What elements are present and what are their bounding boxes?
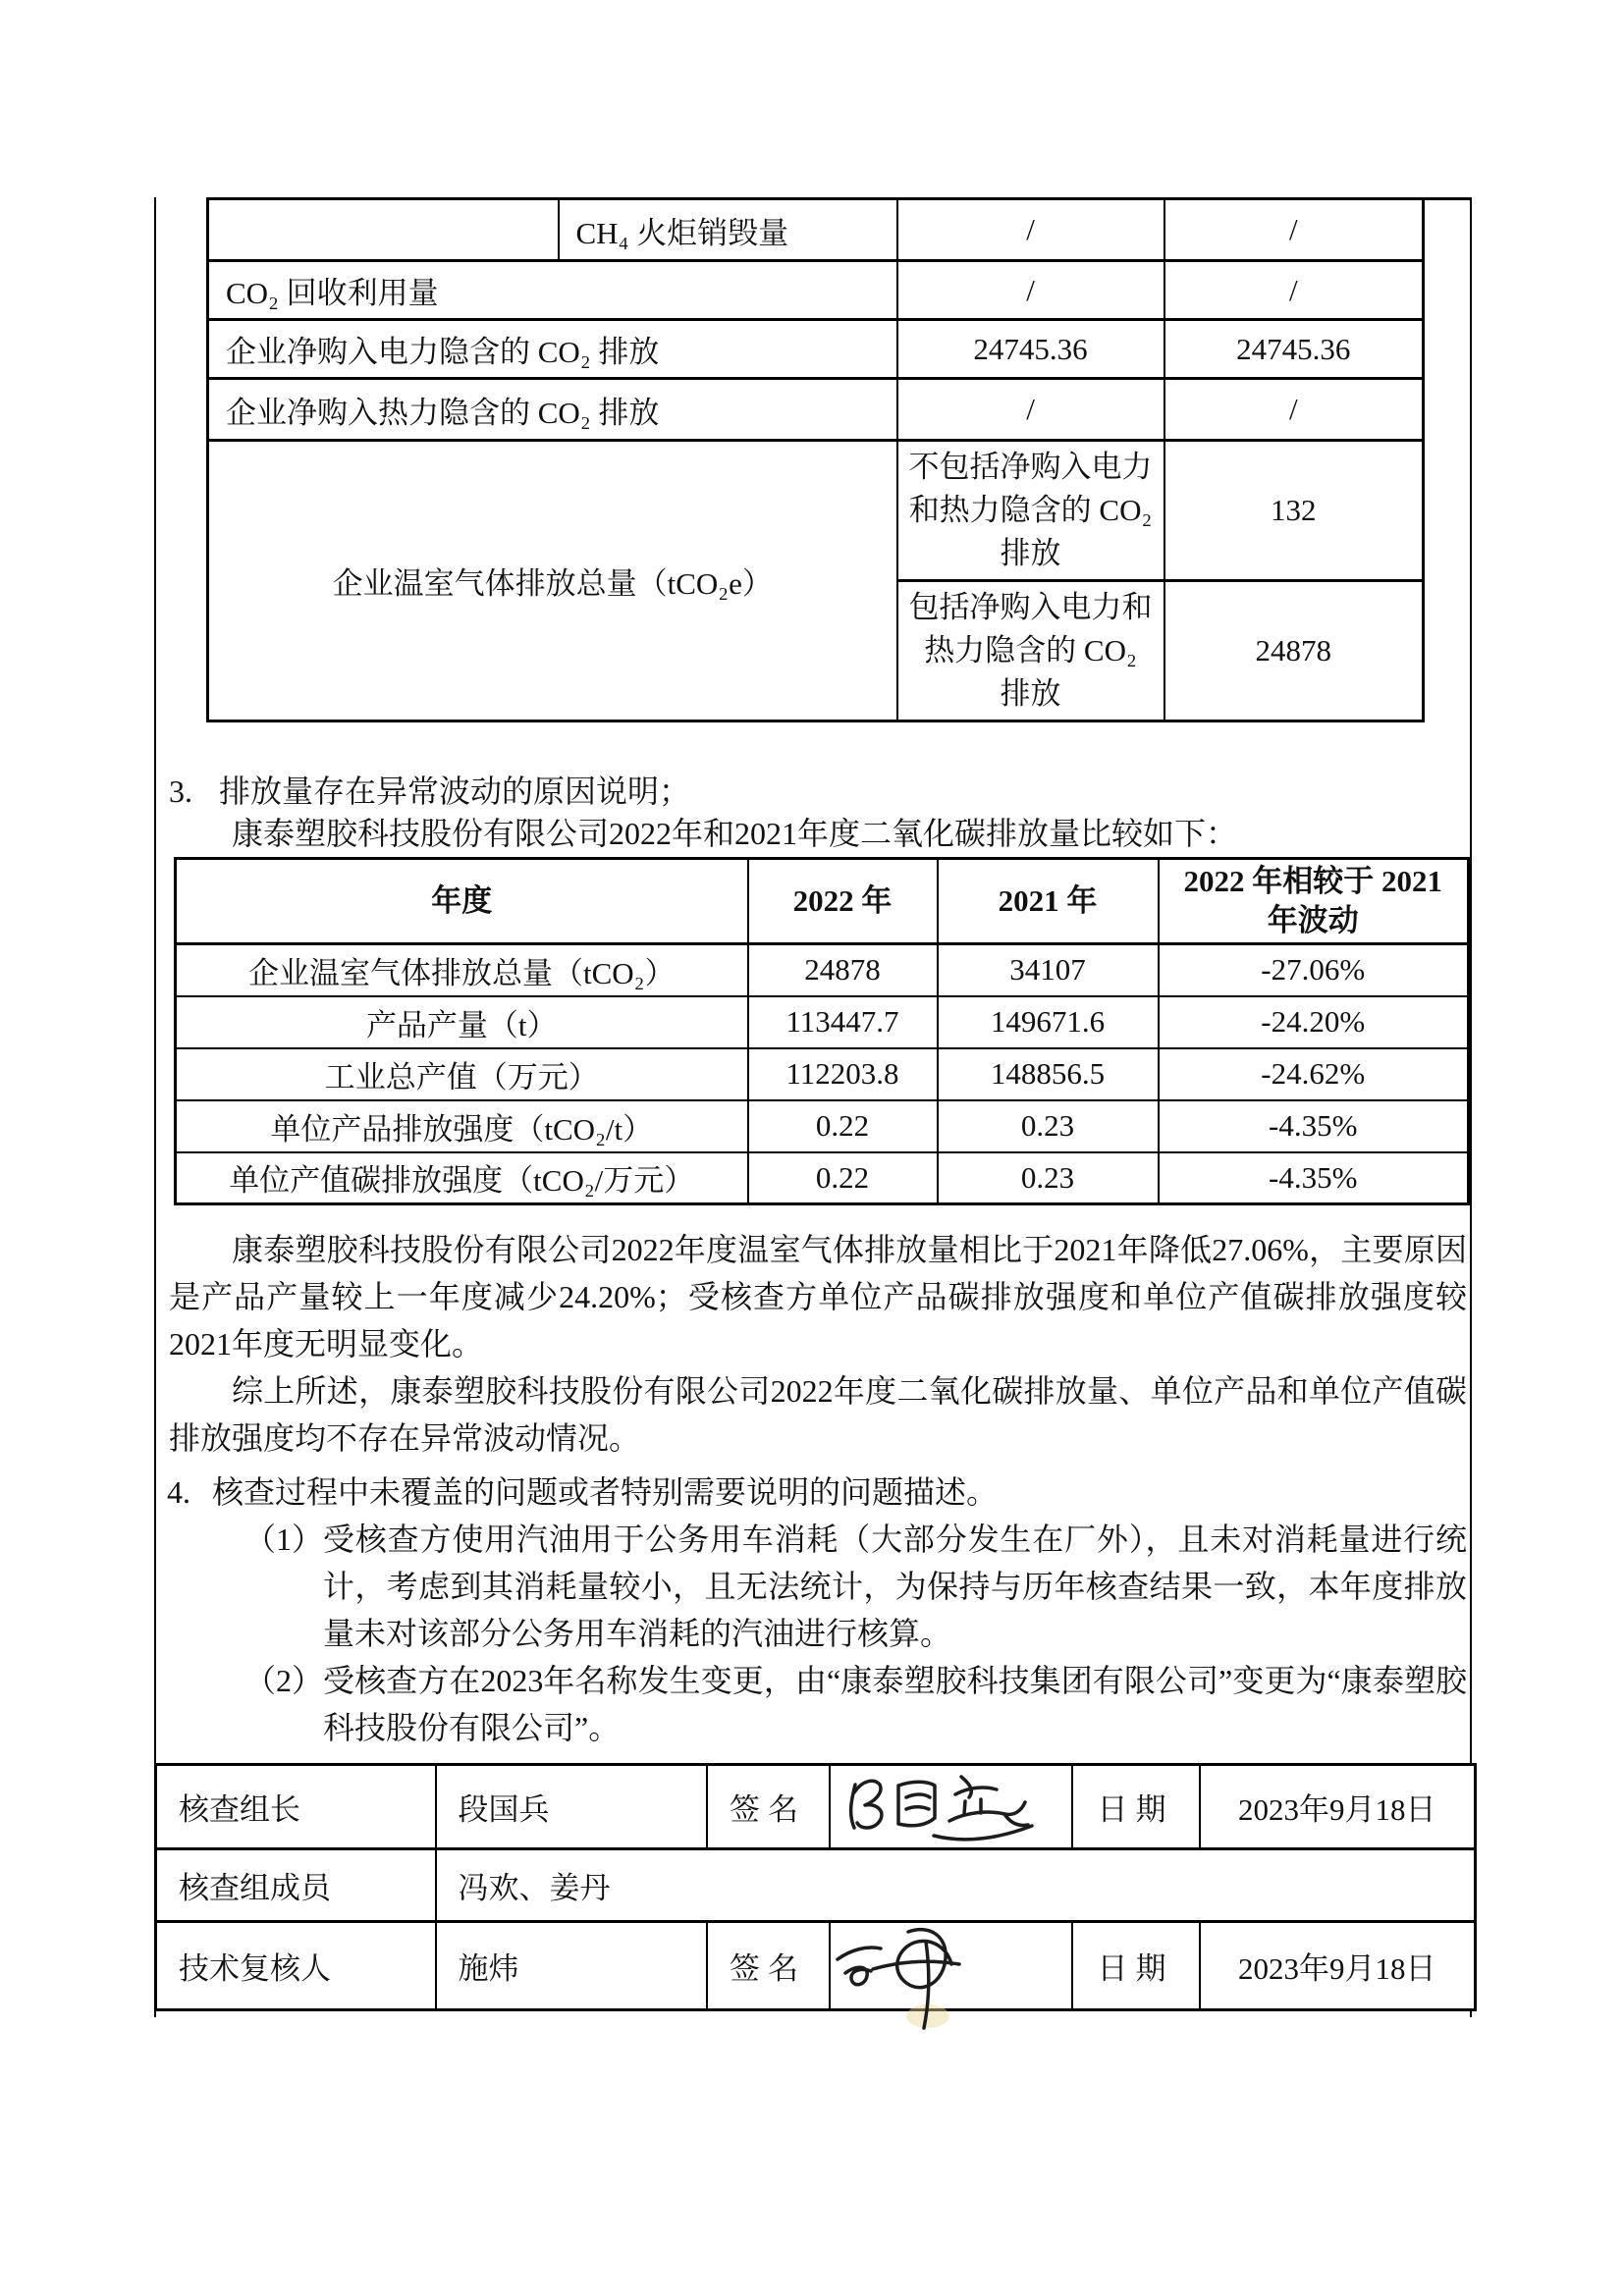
total-emissions-label: 企业温室气体排放总量（tCO₂e） (208, 441, 897, 721)
metric-2022: 113447.7 (748, 996, 938, 1048)
item-2-text: 受核查方在2023年名称发生变更，由“康泰塑胶科技集团有限公司”变更为“康泰塑胶科技股份有限公司”。 (323, 1663, 1467, 1745)
section-4-item-2 (244, 1657, 1467, 1751)
total-excluding-label: 不包括净购入电力和热力隐含的 CO₂ 排放 (897, 441, 1164, 581)
metric-change: -24.62% (1159, 1048, 1469, 1100)
metric-change: -4.35% (1159, 1152, 1469, 1204)
reviewer-date-label: 日期 (1072, 1922, 1200, 2010)
header-2022: 2022 年 (748, 859, 938, 944)
lead-date-value: 2023年9月18日 (1200, 1765, 1476, 1849)
ch4-flare-value2: / (1164, 199, 1424, 261)
metric-2021: 148856.5 (938, 1048, 1159, 1100)
lead-verifier-name: 段国兵 (436, 1765, 707, 1849)
table-row (208, 320, 1424, 379)
team-members-row (156, 1849, 1476, 1922)
total-including-value: 24878 (1164, 581, 1424, 721)
technical-reviewer-row (156, 1922, 1476, 2010)
table-row (176, 1048, 1469, 1100)
metric-name: 单位产品排放强度（tCO₂/t） (176, 1100, 748, 1152)
item-1-text: 受核查方使用汽油用于公务用车消耗（大部分发生在厂外），且未对消耗量进行统计，考虑到其消耗量较小，且无法统计，为保持与历年核查结果一致，本年度排放量未对该部分公务用车消耗的汽油进行核算。 (323, 1522, 1467, 1651)
purchased-heat-value1: / (897, 379, 1164, 441)
table-row (176, 1152, 1469, 1204)
metric-change: -27.06% (1159, 944, 1469, 996)
table-row (208, 261, 1424, 320)
technical-reviewer-signature (830, 1922, 987, 2032)
purchased-heat-label: 企业净购入热力隐含的 CO₂ 排放 (208, 379, 897, 441)
comparison-header-row (176, 859, 1469, 944)
comparison-table (174, 857, 1470, 1205)
metric-2022: 112203.8 (748, 1048, 938, 1100)
signature-table (154, 1763, 1477, 2011)
co2-recovery-label: CO₂ 回收利用量 (208, 261, 897, 320)
analysis-paragraph-1: 康泰塑胶科技股份有限公司2022年度温室气体排放量相比于2021年降低27.06%，主要原因是产品产量较上一年度减少24.20%；受核查方单位产品碳排放强度和单位产值碳排放强度较2021年度无明显变化。 (169, 1232, 1467, 1362)
analysis-paragraph-2: 综上所述，康泰塑胶科技股份有限公司2022年度二氧化碳排放量、单位产品和单位产值碳排放强度均不存在异常波动情况。 (169, 1373, 1467, 1456)
metric-2022: 0.22 (748, 1100, 938, 1152)
team-members-role: 核查组成员 (156, 1849, 436, 1922)
reviewer-sign-label: 签名 (707, 1922, 830, 2010)
metric-name: 企业温室气体排放总量（tCO₂） (176, 944, 748, 996)
item-2-number: （2） (244, 1663, 324, 1698)
metric-name: 产品产量（t） (176, 996, 748, 1048)
lead-verifier-role: 核查组长 (156, 1765, 436, 1849)
header-2021: 2021 年 (938, 859, 1159, 944)
section-4-title: 核查过程中未覆盖的问题或者特别需要说明的问题描述。 (212, 1474, 999, 1510)
table-row (176, 1100, 1469, 1152)
metric-2021: 0.23 (938, 1152, 1159, 1204)
metric-name: 单位产值碳排放强度（tCO₂/万元） (176, 1152, 748, 1204)
total-excluding-value: 132 (1164, 441, 1424, 581)
item-1-number: （1） (244, 1522, 324, 1557)
continuation-empty-cell (208, 199, 559, 261)
metric-2021: 34107 (938, 944, 1159, 996)
metric-2021: 149671.6 (938, 996, 1159, 1048)
section-3-heading (169, 768, 1467, 815)
co2-recovery-value1: / (897, 261, 1164, 320)
metric-2022: 24878 (748, 944, 938, 996)
metric-2022: 0.22 (748, 1152, 938, 1204)
table-row (176, 944, 1469, 996)
lead-sign-label: 签名 (707, 1765, 830, 1849)
section-3-intro: 康泰塑胶科技股份有限公司2022年和2021年度二氧化碳排放量比较如下： (232, 816, 1238, 851)
ch4-flare-label: CH₄ 火炬销毁量 (559, 199, 897, 261)
section-4-number: 4. (167, 1474, 190, 1510)
total-including-label: 包括净购入电力和热力隐含的 CO₂ 排放 (897, 581, 1164, 721)
purchased-electricity-label: 企业净购入电力隐含的 CO₂ 排放 (208, 320, 897, 379)
metric-name: 工业总产值（万元） (176, 1048, 748, 1100)
team-members-names: 冯欢、姜丹 (436, 1849, 1476, 1922)
section-4-heading (167, 1468, 1467, 1516)
lead-date-label: 日期 (1072, 1765, 1200, 1849)
outer-border-left (154, 197, 156, 2017)
technical-reviewer-role: 技术复核人 (156, 1922, 436, 2010)
section-3-number: 3. (169, 774, 192, 809)
technical-reviewer-name: 施炜 (436, 1922, 707, 2010)
outer-border-right (1470, 197, 1472, 2017)
header-year: 年度 (176, 859, 748, 944)
purchased-electricity-value2: 24745.36 (1164, 320, 1424, 379)
table-row (208, 199, 1424, 261)
section-3-title: 排放量存在异常波动的原因说明； (219, 774, 691, 809)
emissions-table (206, 197, 1425, 722)
header-change: 2022 年相较于 2021 年波动 (1159, 859, 1469, 944)
lead-verifier-signature (839, 1769, 1046, 1853)
purchased-heat-value2: / (1164, 379, 1424, 441)
purchased-electricity-value1: 24745.36 (897, 320, 1164, 379)
ch4-flare-value1: / (897, 199, 1164, 261)
reviewer-date-value: 2023年9月18日 (1200, 1922, 1476, 2010)
metric-change: -4.35% (1159, 1100, 1469, 1152)
table-row (208, 441, 1424, 581)
metric-2021: 0.23 (938, 1100, 1159, 1152)
section-4-item-1 (244, 1516, 1467, 1657)
co2-recovery-value2: / (1164, 261, 1424, 320)
table-row (208, 379, 1424, 441)
table-row (176, 996, 1469, 1048)
lead-verifier-row (156, 1765, 1476, 1849)
metric-change: -24.20% (1159, 996, 1469, 1048)
